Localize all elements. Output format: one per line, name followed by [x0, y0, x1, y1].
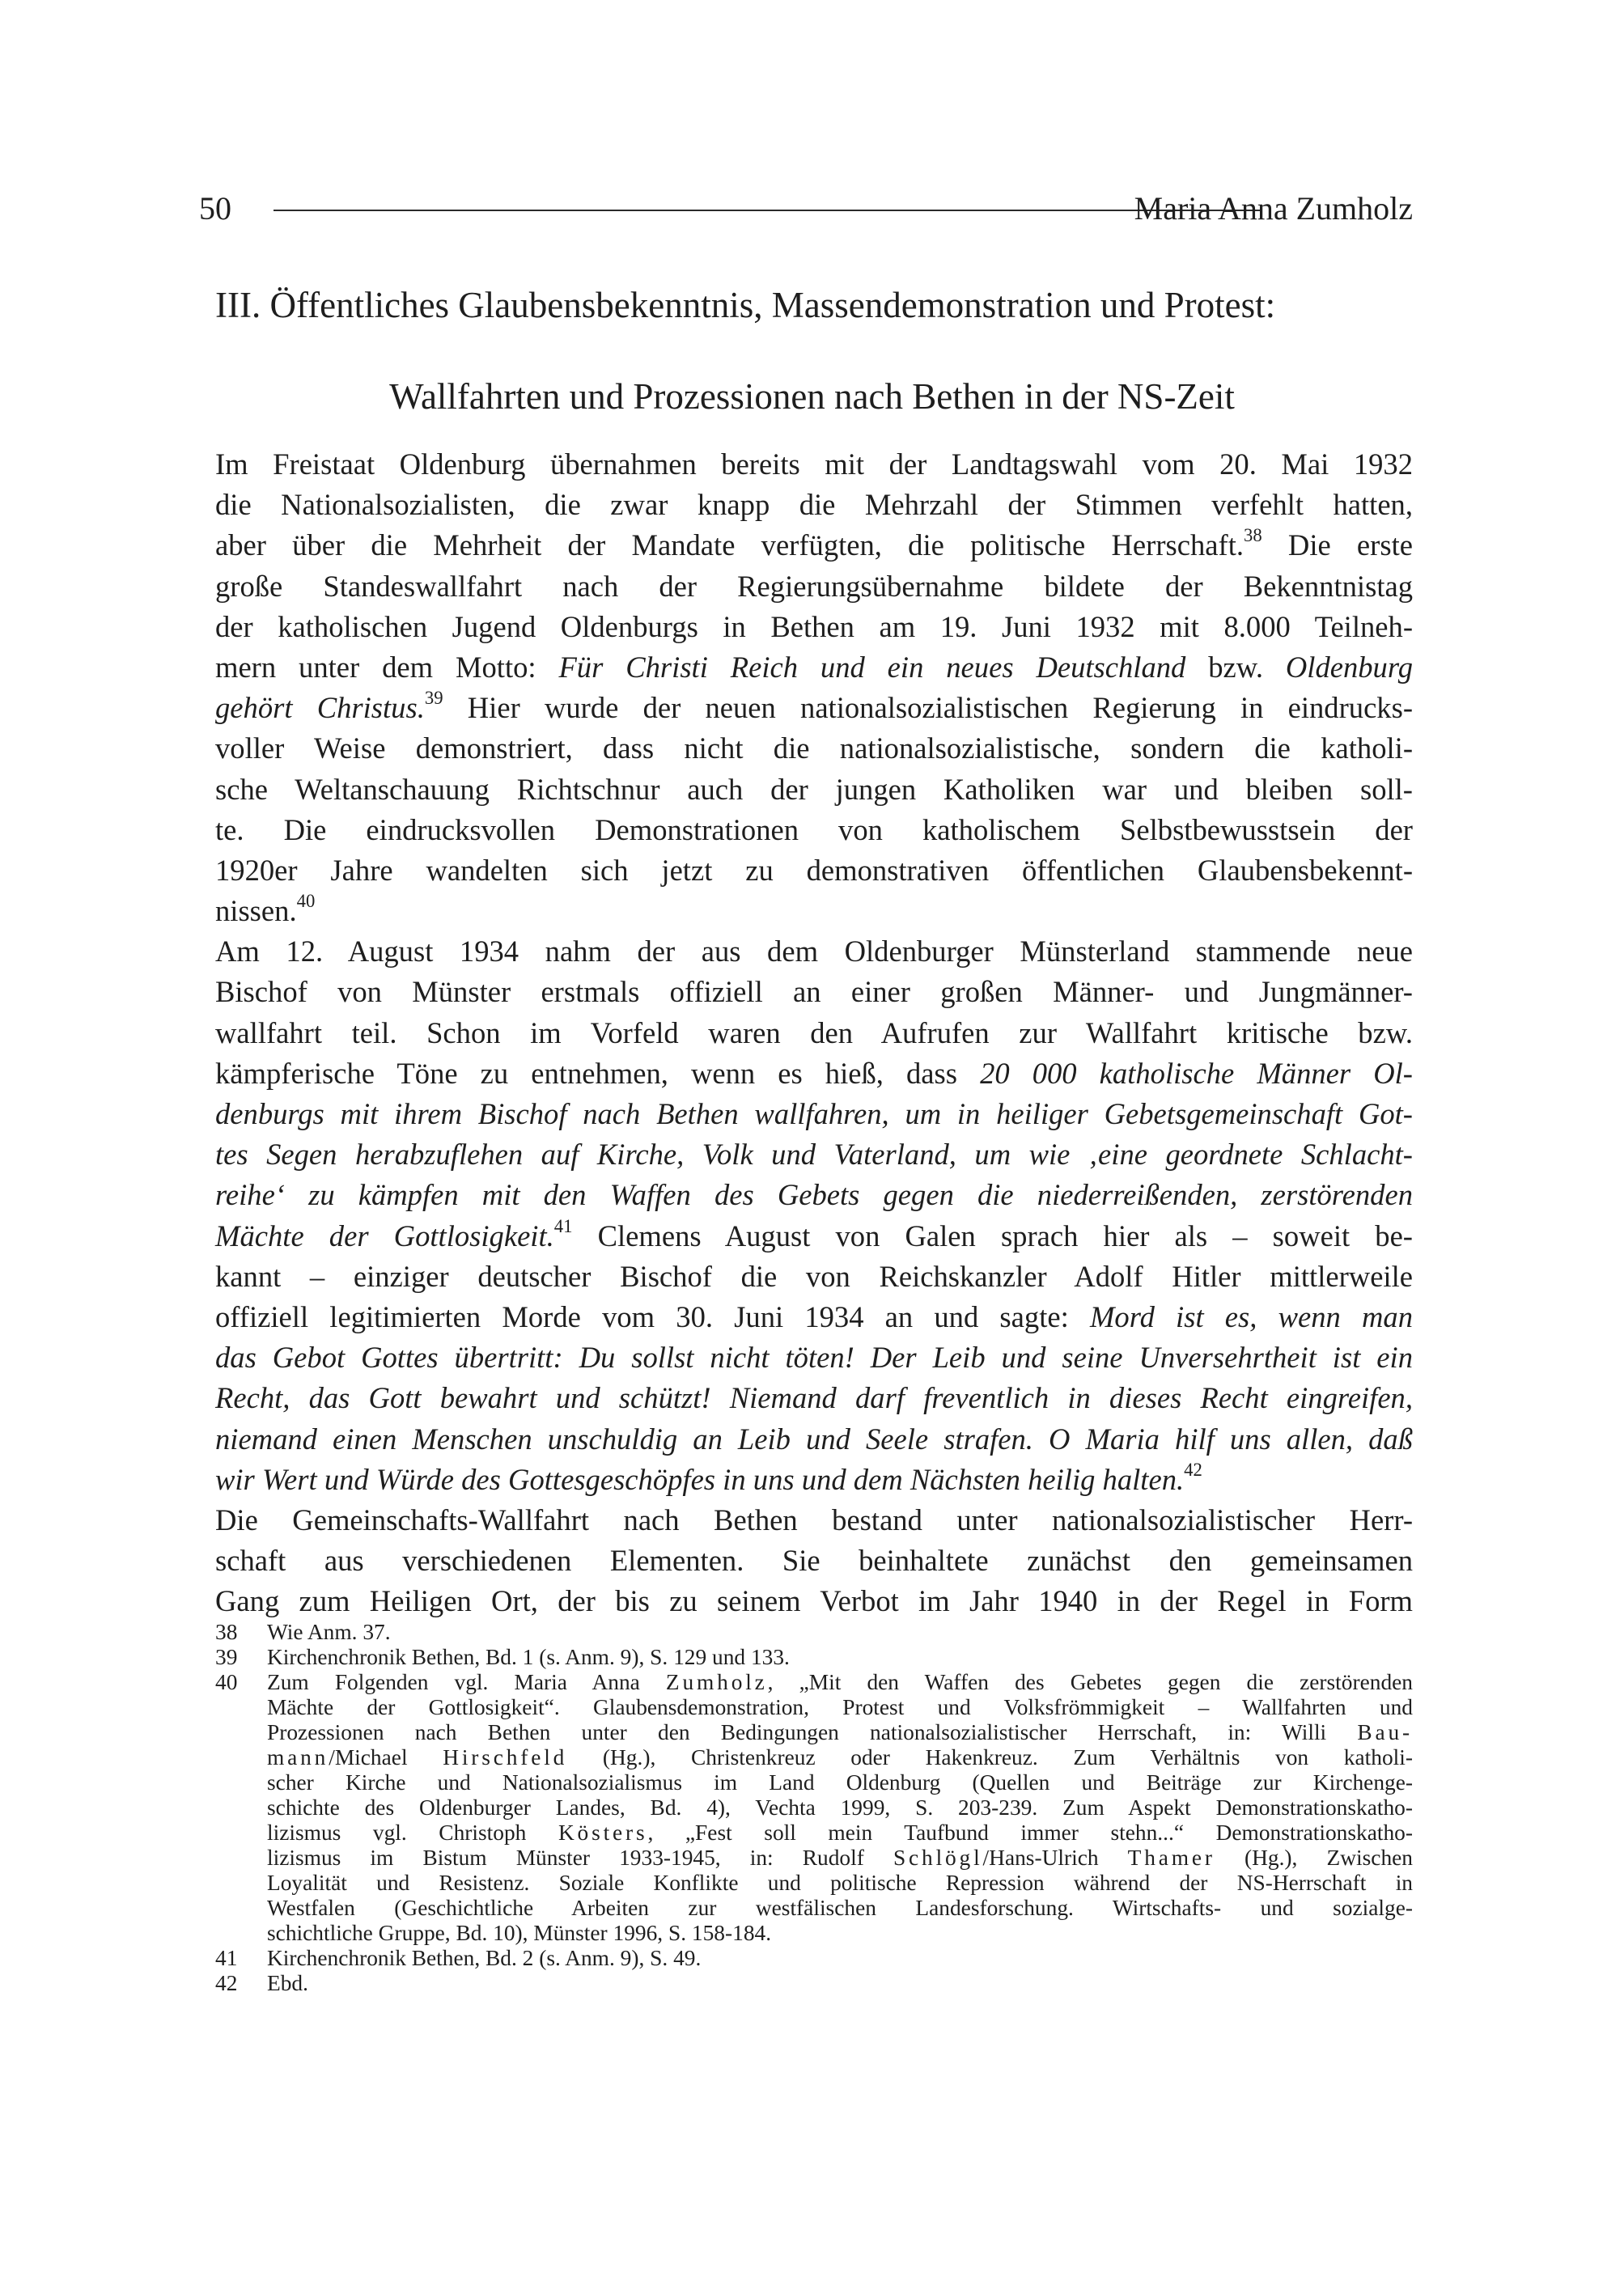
body-text-run: Gang zum Heiligen Ort, der bis zu seinem Verbot im Jahr 1940 in der Regel in Form	[215, 1584, 1413, 1618]
body-text-run: wallfahrt teil. Schon im Vorfeld waren den Aufrufen zur Wallfahrt kritische bzw.	[215, 1015, 1413, 1049]
body-line	[215, 1134, 1413, 1175]
footnote-ref: 42	[1184, 1459, 1202, 1480]
author-name: Zumholz	[665, 1670, 768, 1694]
footnote-ref: 41	[553, 1215, 573, 1236]
body-text-run: te. Die eindrucksvollen Demonstrationen von katholischem Selbstbewusstsein der	[215, 812, 1413, 846]
footnote-text-run: /Michael	[329, 1745, 408, 1770]
body-line	[215, 931, 1413, 972]
body-italic-run: Recht, das Gott bewahrt und schützt! Niemand darf freventlich in dieses Recht eingreifen,	[215, 1381, 1413, 1415]
body-text-run: mern unter dem Motto:	[215, 650, 536, 684]
footnote-number: 40	[215, 1670, 238, 1694]
footnote	[215, 1946, 1413, 1971]
author-name: Thamer	[1127, 1846, 1215, 1870]
body-line	[215, 1216, 1413, 1257]
footnote-line	[267, 1645, 1413, 1670]
footnote-line	[267, 1820, 1413, 1846]
footnote-text-run: schichte des Oldenburger Landes, Bd. 4), Vechta 1999, S. 203-239. Zum Aspekt Demonstrationskatho-	[267, 1795, 1413, 1820]
footnote-text-run: /Hans-Ulrich	[982, 1846, 1099, 1870]
body-line	[215, 769, 1413, 810]
body-line	[215, 728, 1413, 769]
footnote-text-run: , „Mit den Waffen des Gebetes gegen die zerstörenden	[767, 1670, 1413, 1694]
footnote-text-run: lizismus im Bistum Münster 1933-1945, in: Rudolf	[267, 1846, 864, 1870]
body-text-run: Im Freistaat Oldenburg übernahmen bereits mit der Landtagswahl vom 20. Mai 1932	[215, 447, 1413, 481]
body-line	[215, 1541, 1413, 1581]
footnote-text-run: Loyalität und Resistenz. Soziale Konflikte und politische Repression während der NS-Herrschaft in	[267, 1871, 1413, 1895]
footnotes	[215, 1620, 1413, 1996]
body-italic-run: 20 000 katholische Männer Ol-	[980, 1056, 1413, 1090]
footnote-text-run: Kirchenchronik Bethen, Bd. 1 (s. Anm. 9), S. 129 und 133.	[267, 1645, 790, 1669]
footnote-number: 38	[215, 1620, 238, 1644]
body-line	[215, 647, 1413, 688]
body-text-run: kämpferische Töne zu entnehmen, wenn es hieß, dass	[215, 1056, 957, 1090]
footnote-text-run: (Hg.), Zwischen	[1244, 1846, 1413, 1870]
body-line	[215, 891, 1413, 931]
author-name: Hirschfeld	[443, 1745, 568, 1770]
author-name: Kösters	[558, 1820, 648, 1845]
footnote-line	[267, 1871, 1413, 1896]
body-text-run: aber über die Mehrheit der Mandate verfügten, die politische Herrschaft.	[215, 528, 1244, 562]
body-text-run: der katholischen Jugend Oldenburgs in Bethen am 19. Juni 1932 mit 8.000 Teilneh-	[215, 609, 1413, 643]
footnote-number: 41	[215, 1946, 238, 1970]
footnote	[215, 1620, 1413, 1645]
body-line	[215, 1053, 1413, 1094]
section-heading-line-1: III. Öffentliches Glaubensbekenntnis, Massendemonstration und Protest:	[215, 285, 1276, 325]
body-line	[215, 1419, 1413, 1460]
body-italic-run: reihe‘ zu kämpfen mit den Waffen des Gebets gegen die niederreißenden, zerstörenden	[215, 1178, 1413, 1212]
page-header	[199, 184, 1413, 233]
footnote	[215, 1971, 1413, 1996]
footnote-line	[267, 1946, 1413, 1971]
body-line	[215, 1500, 1413, 1541]
body-text-run: schaft aus verschiedenen Elementen. Sie beinhaltete zunächst den gemeinsamen	[215, 1544, 1413, 1578]
body-line	[215, 566, 1413, 607]
page-number: 50	[199, 190, 231, 227]
body-line	[215, 688, 1413, 728]
footnote-text-run: schichtliche Gruppe, Bd. 10), Münster 1996, S. 158-184.	[267, 1921, 772, 1945]
footnote-text-run: Prozessionen nach Bethen unter den Bedingungen nationalsozialistischer Herrschaft, in: Willi	[267, 1720, 1327, 1744]
footnote-line	[267, 1795, 1413, 1820]
body-italic-run: gehört Christus.	[215, 691, 425, 725]
body-line	[215, 810, 1413, 850]
footnote-line	[267, 1896, 1413, 1921]
body-line	[215, 1378, 1413, 1418]
footnote-ref: 38	[1244, 525, 1262, 546]
footnote-line	[267, 1695, 1413, 1720]
body-text-run: voller Weise demonstriert, dass nicht die nationalsozialistische, sondern die katholi-	[215, 731, 1413, 765]
body-text-run: sche Weltanschauung Richtschnur auch der jungen Katholiken war und bleiben soll-	[215, 772, 1413, 806]
footnote-number: 42	[215, 1971, 238, 1995]
body-line	[215, 1297, 1413, 1337]
body-italic-run: tes Segen herabzuflehen auf Kirche, Volk und Vaterland, um wie ‚eine geordnete Schlacht-	[215, 1138, 1413, 1172]
footnote-line	[267, 1720, 1413, 1745]
footnote-line	[267, 1745, 1413, 1770]
footnote-text-run: lizismus vgl. Christoph	[267, 1820, 527, 1845]
footnote-text-run: Westfalen (Geschichtliche Arbeiten zur westfälischen Landesforschung. Wirtschafts- und sozialge-	[267, 1896, 1413, 1920]
footnote-line	[267, 1620, 1413, 1645]
body-italic-run: niemand einen Menschen unschuldig an Leib und Seele strafen. O Maria hilf uns allen, daß	[215, 1422, 1413, 1456]
footnote-text-run: (Hg.), Christenkreuz oder Hakenkreuz. Zum Verhältnis von katholi-	[602, 1745, 1413, 1770]
footnote-text-run: Ebd.	[267, 1971, 308, 1995]
body-line	[215, 525, 1413, 566]
author-name: Bau-	[1357, 1720, 1413, 1744]
author-name: mann	[267, 1745, 329, 1770]
footnote-text-run: Zum Folgenden vgl. Maria Anna	[267, 1670, 640, 1694]
body-text-run: kannt – einziger deutscher Bischof die von Reichskanzler Adolf Hitler mittlerweile	[215, 1259, 1413, 1293]
footnote-line	[267, 1770, 1413, 1795]
body-text-run: bzw.	[1208, 650, 1263, 684]
body-line	[215, 1094, 1413, 1134]
footnote	[215, 1670, 1413, 1946]
author-name: Schlögl	[893, 1846, 983, 1870]
body-text-run: Die erste	[1287, 528, 1413, 562]
body-line	[215, 1013, 1413, 1053]
body-text-run: Am 12. August 1934 nahm der aus dem Oldenburger Münsterland stammende neue	[215, 935, 1413, 968]
body-italic-run: Für Christi Reich und ein neues Deutschland	[558, 650, 1186, 684]
body-line	[215, 1337, 1413, 1378]
body-italic-run: denburgs mit ihrem Bischof nach Bethen wallfahren, um in heiliger Gebetsgemeinschaft Got-	[215, 1097, 1413, 1130]
header-rule	[273, 210, 1262, 211]
body-text-run: Hier wurde der neuen nationalsozialistischen Regierung in eindrucks-	[467, 691, 1414, 725]
footnote-ref: 40	[296, 891, 316, 912]
body-text	[215, 444, 1413, 1621]
footnote-text-run: Wie Anm. 37.	[267, 1620, 391, 1644]
body-line	[215, 1257, 1413, 1297]
body-text-run: 1920er Jahre wandelten sich jetzt zu demonstrativen öffentlichen Glaubensbekennt-	[215, 853, 1413, 887]
body-italic-run: Oldenburg	[1285, 650, 1414, 684]
body-line	[215, 1175, 1413, 1215]
footnote-text-run: , „Fest soll mein Taufbund immer stehn...“ Demonstrationskatho-	[647, 1820, 1413, 1845]
body-line	[215, 1581, 1413, 1621]
footnote-line	[267, 1971, 1413, 1996]
body-italic-run: das Gebot Gottes übertritt: Du sollst nicht töten! Der Leib und seine Unversehrtheit ist ein	[215, 1341, 1413, 1375]
body-text-run: Bischof von Münster erstmals offiziell an einer großen Männer- und Jungmänner-	[215, 975, 1413, 1009]
footnote-text-run: scher Kirche und Nationalsozialismus im Land Oldenburg (Quellen und Beiträge zur Kirchenge-	[267, 1770, 1413, 1795]
footnote-line	[267, 1670, 1413, 1695]
body-italic-run: Mord ist es, wenn man	[1089, 1299, 1413, 1333]
footnote-number: 39	[215, 1645, 238, 1669]
footnote-text-run: Mächte der Gottlosigkeit“. Glaubensdemonstration, Protest und Volksfrömmigkeit – Wallfahrten und	[267, 1695, 1413, 1719]
body-line	[215, 485, 1413, 525]
body-line	[215, 607, 1413, 647]
body-text-run: große Standeswallfahrt nach der Regierungsübernahme bildete der Bekenntnistag	[215, 569, 1413, 603]
body-line	[215, 850, 1413, 891]
body-text-run: Die Gemeinschafts-Wallfahrt nach Bethen bestand unter nationalsozialistischer Herr-	[215, 1503, 1413, 1536]
body-line	[215, 444, 1413, 485]
body-text-run: Clemens August von Galen sprach hier als – soweit be-	[597, 1219, 1413, 1252]
body-italic-run: wir Wert und Würde des Gottesgeschöpfes in uns und dem Nächsten heilig halten.	[215, 1462, 1185, 1496]
body-text-run: offiziell legitimierten Morde vom 30. Juni 1934 an und sagte:	[215, 1299, 1069, 1333]
body-text-run: die Nationalsozialisten, die zwar knapp die Mehrzahl der Stimmen verfehlt hatten,	[215, 488, 1413, 522]
footnote-text-run: Kirchenchronik Bethen, Bd. 2 (s. Anm. 9), S. 49.	[267, 1946, 702, 1970]
body-text-run: nissen.	[215, 894, 297, 928]
body-line	[215, 1460, 1413, 1500]
footnote-line	[267, 1846, 1413, 1871]
footnote	[215, 1645, 1413, 1670]
section-heading-line-2: Wallfahrten und Prozessionen nach Bethen in der NS-Zeit	[389, 376, 1235, 417]
footnote-ref: 39	[424, 688, 443, 709]
body-italic-run: Mächte der Gottlosigkeit.	[215, 1219, 554, 1252]
footnote-line	[267, 1921, 1413, 1946]
body-line	[215, 972, 1413, 1012]
running-head: Maria Anna Zumholz	[1134, 190, 1413, 227]
